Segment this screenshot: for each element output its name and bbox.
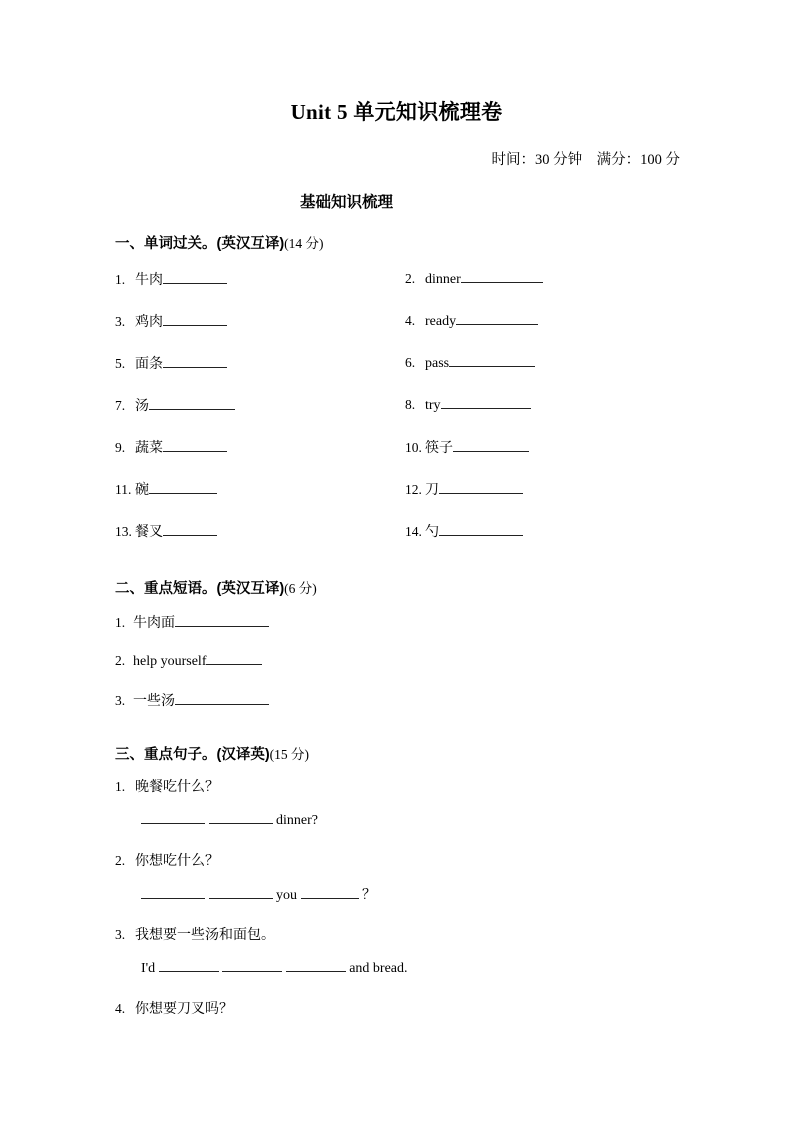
section-heading [115,232,695,253]
section-gap [115,1032,695,1046]
item-number: 2. [115,853,126,868]
item-number: 3. [115,693,126,708]
item-term: pass [425,356,450,371]
item-term: 面条 [135,357,163,372]
item-number: 3. [115,927,126,942]
phrase-answer-blank[interactable] [175,691,269,705]
sentence-answer-blank[interactable] [209,885,273,899]
sentence-answer-line [115,810,695,850]
sentence-answer-blank[interactable] [141,885,205,899]
sentence-answer-blank[interactable] [286,958,346,972]
item-number: 11. [115,482,132,497]
item-term: 碗 [135,483,149,498]
item-number: 14. [405,524,422,539]
sentence-list [115,776,695,1032]
item-number: 3. [115,314,126,329]
item-term: dinner [425,272,461,287]
word-answer-blank[interactable] [441,395,531,409]
word-item [405,521,695,541]
word-item [115,521,405,541]
item-number: 10. [405,440,422,455]
phrase-list [115,612,695,729]
word-row [115,437,695,479]
word-row [115,311,695,353]
item-term: try [425,398,441,413]
word-answer-blank[interactable] [163,354,227,368]
sentence-answer-blank[interactable] [301,885,359,899]
word-answer-blank[interactable] [453,438,529,452]
word-item [115,269,405,289]
sentence-answer-blank[interactable] [141,810,205,824]
item-number: 4. [405,313,416,328]
section-gap [115,729,695,743]
item-number: 1. [115,615,126,630]
item-number: 8. [405,397,416,412]
phrase-item [115,612,695,651]
section-heading [115,577,695,598]
word-row [115,353,695,395]
word-row [115,521,695,563]
sentence-answer-text: you [272,888,301,903]
section-heading-text: 二、重点短语。(英汉互译) [115,581,285,597]
item-number: 6. [405,355,416,370]
sentence-prompt [115,924,695,958]
word-answer-blank[interactable] [163,438,227,452]
phrase-item [115,651,695,690]
section-banner: 基础知识梳理 [299,194,393,211]
sentence-prompt-text: 我想要一些汤和面包。 [135,928,275,943]
sentence-prompt-text: 晚餐吃什么？ [135,780,219,795]
item-term: 牛肉 [135,273,163,288]
word-answer-blank[interactable] [149,480,217,494]
word-item [115,395,405,415]
word-answer-blank[interactable] [461,269,543,283]
word-answer-blank[interactable] [149,396,235,410]
word-item [405,269,695,288]
item-number: 9. [115,440,126,455]
word-item [405,395,695,414]
page-title: Unit 5 单元知识梳理卷 [290,100,503,124]
sentence-answer-text: I'd [141,961,159,976]
word-answer-blank[interactable] [449,353,535,367]
section-points: (6 分) [284,581,317,596]
word-item [115,353,405,373]
item-term: 蔬菜 [135,441,163,456]
section-points: (15 分) [269,747,310,762]
item-number: 2. [405,271,416,286]
word-translation-grid [115,269,695,563]
item-term: 餐叉 [135,525,163,540]
item-term: 筷子 [425,441,453,456]
section-heading-text: 三、重点句子。(汉译英) [115,747,270,763]
phrase-answer-blank[interactable] [206,651,262,665]
sentence-answer-blank[interactable] [222,958,282,972]
item-term: 勺 [425,525,439,540]
word-answer-blank[interactable] [163,312,227,326]
sentence-answer-line [115,884,695,924]
sentence-prompt [115,998,695,1032]
word-item [115,311,405,331]
sentence-answer-blank[interactable] [159,958,219,972]
item-term: 刀 [425,483,439,498]
sentence-answer-line [115,958,695,998]
item-term: help yourself [133,654,207,669]
word-answer-blank[interactable] [163,270,227,284]
word-item [405,479,695,499]
section-gap [115,563,695,577]
word-item [405,437,695,457]
sentence-prompt-text: 你想要刀叉吗？ [135,1002,233,1017]
worksheet-content [115,232,695,1046]
item-term: 鸡肉 [135,315,163,330]
word-answer-blank[interactable] [439,480,523,494]
sentence-prompt [115,850,695,884]
sentence-answer-text: and bread. [345,961,408,976]
sentence-prompt-text: 你想吃什么？ [135,854,219,869]
item-term: 一些汤 [133,694,175,709]
section-points: (14 分) [284,236,324,251]
item-term: 牛肉面 [133,616,175,631]
word-item [405,311,695,330]
section-heading [115,743,695,764]
phrase-item [115,690,695,729]
sentence-answer-blank[interactable] [209,810,273,824]
sentence-answer-text: dinner? [272,813,318,828]
item-number: 5. [115,356,126,371]
word-item [115,479,405,499]
phrase-answer-blank[interactable] [175,613,269,627]
sentence-answer-text: ？ [358,888,376,903]
word-row [115,395,695,437]
item-number: 4. [115,1001,126,1016]
word-item [115,437,405,457]
word-answer-blank[interactable] [456,311,538,325]
word-row [115,269,695,311]
item-term: 汤 [135,399,149,414]
word-row [115,479,695,521]
item-number: 1. [115,272,126,287]
item-term: ready [425,314,457,329]
word-answer-blank[interactable] [163,522,217,536]
item-number: 12. [405,482,422,497]
sentence-prompt [115,776,695,810]
item-number: 1. [115,779,126,794]
exam-meta: 时间：30 分钟 满分：100 分 [491,152,680,168]
word-item [405,353,695,372]
word-answer-blank[interactable] [439,522,523,536]
item-number: 13. [115,524,132,539]
item-number: 7. [115,398,126,413]
item-number: 2. [115,653,126,668]
section-heading-text: 一、单词过关。(英汉互译) [115,236,285,252]
